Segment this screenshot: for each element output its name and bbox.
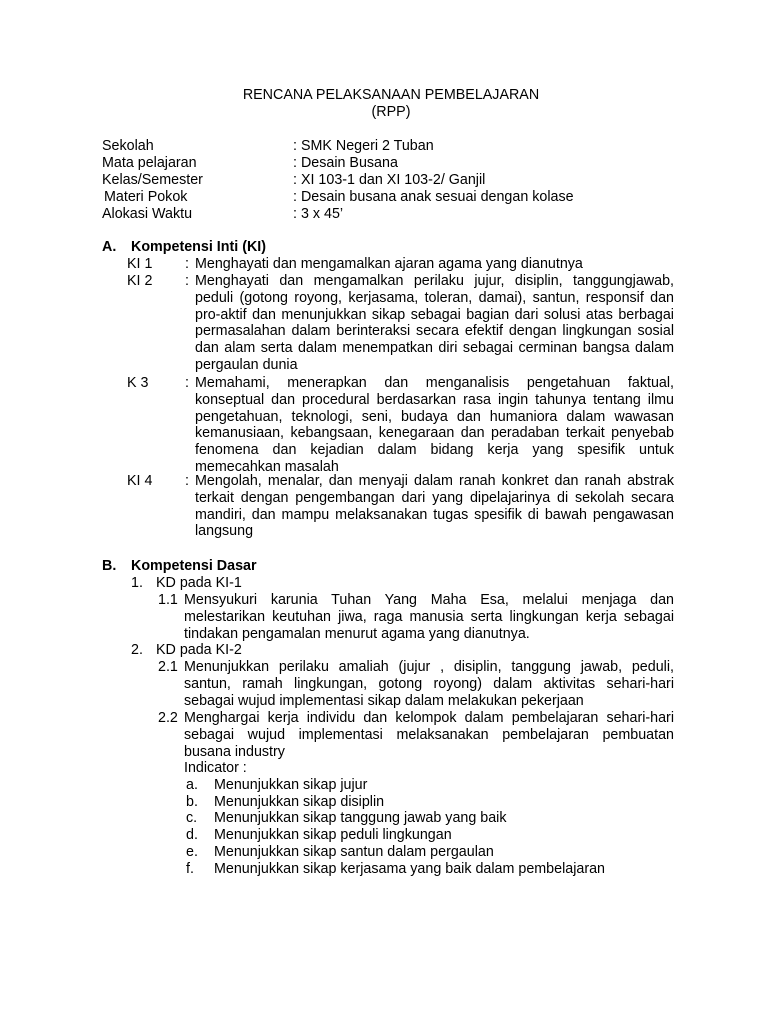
identity-value-materi-pokok: : Desain busana anak sesuai dengan kolase xyxy=(293,189,574,205)
kd1-number: 1. xyxy=(131,575,143,591)
document-subtitle: (RPP) xyxy=(371,104,411,120)
ki2-colon: : xyxy=(185,273,189,289)
ki1-label: KI 1 xyxy=(127,256,153,272)
identity-label-kelas-semester: Kelas/Semester xyxy=(102,172,203,188)
indicator-letter: a. xyxy=(186,777,198,793)
ki4-text: Mengolah, menalar, dan menyaji dalam ranah konkret dan ranah abstrak terkait dengan pengembangan dari yang dipelajarinya di sekolah secara mandiri, dan mampu melaksanakan tugas spesifik di bawah pengawasan langsung xyxy=(195,473,674,540)
indicator-letter: f. xyxy=(186,861,194,877)
indicator-letter: e. xyxy=(186,844,198,860)
indicator-item: Menunjukkan sikap jujur xyxy=(214,777,368,793)
ki2-text: Menghayati dan mengamalkan perilaku jujur, disiplin, tanggungjawab, peduli (gotong royong, kerjasama, toleran, damai), santun, responsif dan pro-aktif dan menunjukkan sikap sebagai bagian dari solusi atas berbagai permasalahan dalam berinteraksi secara efektif dengan lingkungan sosial dan alam serta dalam menempatkan diri sebagai cerminan bangsa dalam pergaulan dunia xyxy=(195,273,674,373)
identity-label-sekolah: Sekolah xyxy=(102,138,154,154)
indicator-label: Indicator : xyxy=(184,760,247,776)
section-a-heading: Kompetensi Inti (KI) xyxy=(131,239,267,255)
ki3-colon: : xyxy=(185,375,189,391)
kd2-2-number: 2.2 xyxy=(158,710,178,726)
ki3-label: K 3 xyxy=(127,375,149,391)
ki3-text: Memahami, menerapkan dan menganalisis pengetahuan faktual, konseptual dan procedural berdasarkan rasa ingin tahunya tentang ilmu pengetahuan, teknologi, seni, budaya dan humaniora dalam wawasan kemanusiaan, kebangsaan, kenegaraan dan peradaban terkait penyebab fenomena dan kejadian dalam bidang kerja yang spesifik untuk memecahkan masalah xyxy=(195,375,674,475)
indicator-item: Menunjukkan sikap kerjasama yang baik dalam pembelajaran xyxy=(214,861,606,877)
indicator-item: Menunjukkan sikap disiplin xyxy=(214,794,385,810)
kd2-2-text: Menghargai kerja individu dan kelompok dalam pembelajaran sehari-hari sebagai wujud implementasi melaksanakan pembelajaran pembuatan busana industry xyxy=(184,710,674,760)
indicator-letter: d. xyxy=(186,827,198,843)
ki2-label: KI 2 xyxy=(127,273,153,289)
identity-label-materi-pokok: Materi Pokok xyxy=(104,189,188,205)
indicator-letter: b. xyxy=(186,794,198,810)
kd1-1-number: 1.1 xyxy=(158,592,178,608)
kd2-1-number: 2.1 xyxy=(158,659,178,675)
identity-value-sekolah: : SMK Negeri 2 Tuban xyxy=(293,138,434,154)
identity-value-mata-pelajaran: : Desain Busana xyxy=(293,155,398,171)
kd2-1-text: Menunjukkan perilaku amaliah (jujur , disiplin, tanggung jawab, peduli, santun, ramah lingkungan, gotong royong) dalam aktivitas sehari-hari sebagai wujud implementasi sikap dalam melakukan pekerjaan xyxy=(184,659,674,709)
indicator-item: Menunjukkan sikap santun dalam pergaulan xyxy=(214,844,494,860)
section-b-letter: B. xyxy=(102,558,117,574)
identity-label-alokasi-waktu: Alokasi Waktu xyxy=(102,206,193,222)
indicator-item: Menunjukkan sikap tanggung jawab yang baik xyxy=(214,810,507,826)
document-title: RENCANA PELAKSANAAN PEMBELAJARAN xyxy=(242,87,540,103)
section-b-heading: Kompetensi Dasar xyxy=(131,558,257,574)
indicator-item: Menunjukkan sikap peduli lingkungan xyxy=(214,827,452,843)
kd2-title: KD pada KI-2 xyxy=(156,642,242,658)
section-a-letter: A. xyxy=(102,239,117,255)
ki1-text: Menghayati dan mengamalkan ajaran agama yang dianutnya xyxy=(195,256,583,272)
kd2-number: 2. xyxy=(131,642,143,658)
ki1-colon: : xyxy=(185,256,189,272)
ki4-colon: : xyxy=(185,473,189,489)
ki4-label: KI 4 xyxy=(127,473,153,489)
identity-value-kelas-semester: : XI 103-1 dan XI 103-2/ Ganjil xyxy=(293,172,486,188)
kd1-title: KD pada KI-1 xyxy=(156,575,242,591)
identity-value-alokasi-waktu: : 3 x 45’ xyxy=(293,206,344,222)
identity-label-mata-pelajaran: Mata pelajaran xyxy=(102,155,197,171)
kd1-1-text: Mensyukuri karunia Tuhan Yang Maha Esa, melalui menjaga dan melestarikan keutuhan jiwa, raga manusia serta lingkungan kerja sebagai tindakan pengamalan menurut agama yang dianutnya. xyxy=(184,592,674,642)
indicator-letter: c. xyxy=(186,810,198,826)
